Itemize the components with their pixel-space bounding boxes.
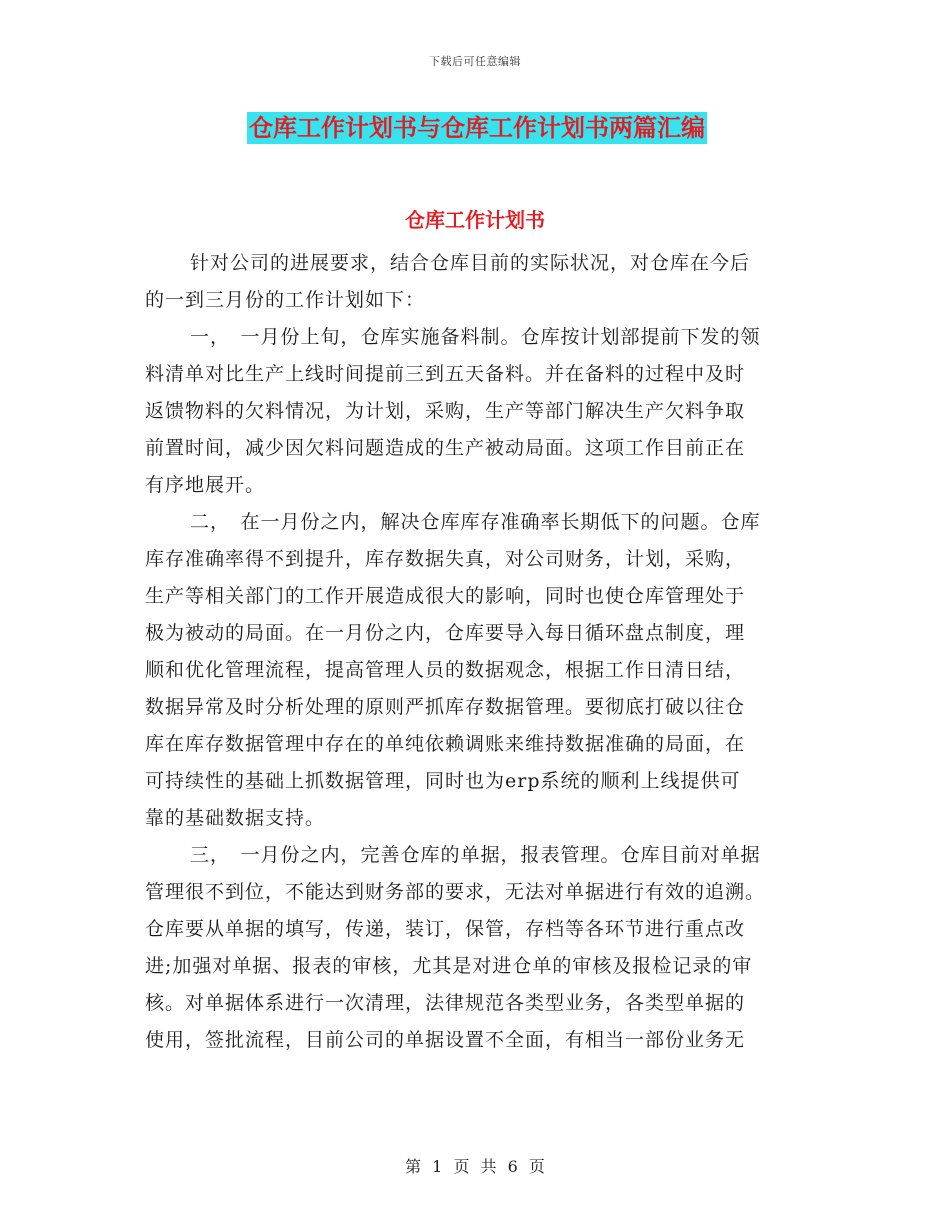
body-line: 有序地展开。 — [145, 474, 266, 496]
body-line: 针对公司的进展要求，结合仓库目前的实际状况，对仓库在今后 — [190, 252, 751, 274]
body-line: 极为被动的局面。在一月份之内，仓库要导入每日循环盘点制度，理 — [145, 622, 746, 644]
body-line: 二， 在一月份之内，解决仓库库存准确率长期低下的问题。仓库 — [190, 511, 761, 533]
body-line: 料清单对比生产上线时间提前三到五天备料。并在备料的过程中及时 — [145, 363, 746, 385]
body-line: 前置时间，减少因欠料问题造成的生产被动局面。这项工作目前正在 — [145, 437, 746, 459]
body-line: 顺和优化管理流程，提高管理人员的数据观念，根据工作日清日结， — [145, 659, 746, 681]
header-note: 下载后可任意编辑 — [429, 55, 521, 68]
body-line: 进;加强对单据、报表的审核，尤其是对进仓单的审核及报检记录的审 — [145, 955, 753, 977]
body-line: 一， 一月份上旬，仓库实施备料制。仓库按计划部提前下发的领 — [190, 326, 761, 348]
body-line: 的一到三月份的工作计划如下： — [145, 289, 426, 311]
body-line: 三， 一月份之内，完善仓库的单据，报表管理。仓库目前对单据 — [190, 844, 761, 866]
section-title: 仓库工作计划书 — [405, 208, 545, 232]
body-line: 使用，签批流程，目前公司的单据设置不全面，有相当一部份业务无 — [145, 1029, 746, 1051]
document-title: 仓库工作计划书与仓库工作计划书两篇汇编 — [249, 114, 705, 142]
body-line: 核。对单据体系进行一次清理，法律规范各类型业务，各类型单据的 — [145, 992, 746, 1014]
page-number: 第 1 页 共 6 页 — [405, 1157, 545, 1176]
body-line: 返馈物料的欠料情况，为计划，采购，生产等部门解决生产欠料争取 — [145, 400, 746, 422]
body-line: 数据异常及时分析处理的原则严抓库存数据管理。要彻底打破以往仓 — [145, 696, 746, 718]
body-line: 管理很不到位，不能达到财务部的要求，无法对单据进行有效的追溯。 — [145, 881, 766, 903]
body-line: 仓库要从单据的填写，传递，装订，保管，存档等各环节进行重点改 — [145, 918, 746, 940]
body-line: 库在库存数据管理中存在的单纯依赖调账来维持数据准确的局面，在 — [145, 733, 746, 755]
body-line: 库存准确率得不到提升，库存数据失真，对公司财务，计划，采购， — [145, 548, 746, 570]
body-line: 靠的基础数据支持。 — [145, 807, 326, 829]
body-line: 生产等相关部门的工作开展造成很大的影响，同时也使仓库管理处于 — [145, 585, 746, 607]
document-body — [145, 249, 815, 1063]
body-line: 可持续性的基础上抓数据管理，同时也为erp系统的顺利上线提供可 — [145, 770, 741, 792]
